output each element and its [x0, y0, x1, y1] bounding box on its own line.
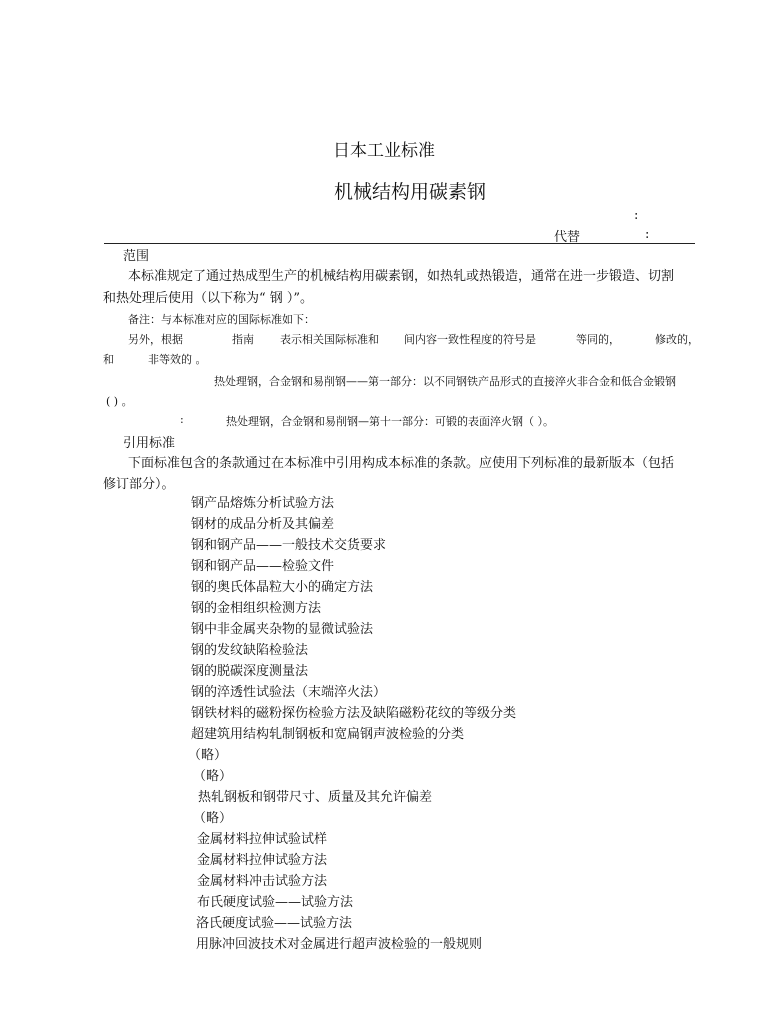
- note-text-g: 和: [103, 353, 114, 366]
- reference-item: 钢中非金属夹杂物的显微试验法: [191, 622, 374, 637]
- reference-item: 金属材料拉伸试验方法: [197, 853, 328, 868]
- references-heading: 引用标准: [123, 436, 176, 451]
- note-heading: 备注：与本标准对应的国际标准如下：: [128, 313, 315, 326]
- reference-item: 钢和钢产品——检验文件: [191, 559, 335, 574]
- reference-item: （略）: [193, 769, 233, 784]
- note-text-d: 间内容一致性程度的符号是: [404, 333, 536, 346]
- note-text-a: 另外，根据: [128, 333, 183, 346]
- replaces-colon: :: [645, 227, 650, 242]
- reference-item: 钢的发纹缺陷检验法: [191, 643, 309, 658]
- scope-heading: 范围: [123, 249, 150, 264]
- reference-item: 超建筑用结构轧制钢板和宽扁钢声波检验的分类: [191, 727, 465, 742]
- reference-item: （略）: [193, 811, 233, 826]
- note-text-c: 表示相关国际标准和: [280, 333, 379, 346]
- standard-number-colon: :: [634, 208, 639, 223]
- note-text-f: 修改的，: [655, 333, 699, 346]
- scope-para-line2: 和热处理后使用（以下称为“ 钢 ）”。: [103, 291, 314, 306]
- document-org-title: 日本工业标准: [333, 141, 435, 161]
- reference-item: 热轧钢板和钢带尺寸、质量及其允许偏差: [198, 790, 433, 805]
- reference-item: 钢的金相组织检测方法: [191, 601, 322, 616]
- intl-standard-1-line1: 热处理钢，合金钢和易削钢——第一部分：以不同钢铁产品形式的直接淬火非合金和低合金锻钢: [214, 375, 676, 388]
- reference-item: 钢的脱碳深度测量法: [191, 664, 309, 679]
- document-title: 机械结构用碳素钢: [333, 181, 486, 203]
- reference-item: 用脉冲回波技术对金属进行超声波检验的一般规则: [196, 937, 483, 952]
- note-text-b: 指南: [232, 333, 254, 346]
- replaces-label: 代替: [554, 230, 581, 245]
- reference-item: 钢和钢产品——一般技术交货要求: [191, 538, 387, 553]
- reference-item: 钢铁材料的磁粉探伤检验方法及缺陷磁粉花纹的等级分类: [191, 706, 517, 721]
- reference-item: 钢材的成品分析及其偏差: [191, 517, 335, 532]
- reference-item: 金属材料冲击试验方法: [197, 874, 328, 889]
- reference-item: 钢的奥氏体晶粒大小的确定方法: [191, 580, 374, 595]
- reference-item: （略）: [188, 748, 228, 763]
- reference-item: 洛氏硬度试验——试验方法: [196, 916, 353, 931]
- reference-item: 钢的淬透性试验法（末端淬火法）: [191, 685, 387, 700]
- intl-standard-2: 热处理钢，合金钢和易削钢—第十一部分：可锻的表面淬火钢（ ）。: [226, 415, 554, 428]
- references-para-line2: 修订部分）。: [103, 477, 175, 492]
- reference-item: 金属材料拉伸试验试样: [197, 832, 328, 847]
- intl-standard-1-line2: ( ) 。: [106, 395, 133, 408]
- scope-para-line1: 本标准规定了通过热成型生产的机械结构用碳素钢，如热轧或热锻造，通常在进一步锻造、切割: [128, 269, 675, 284]
- note-text-e: 等同的，: [576, 333, 620, 346]
- header-rule: [104, 243, 695, 244]
- reference-item: 布氏硬度试验——试验方法: [197, 895, 354, 910]
- references-para-line1: 下面标准包含的条款通过在本标准中引用构成本标准的条款。应使用下列标准的最新版本（包括: [128, 456, 675, 471]
- reference-item: 钢产品熔炼分析试验方法: [191, 496, 335, 511]
- intl-standard-2-colon: :: [180, 413, 184, 426]
- note-text-h: 非等效的 。: [148, 353, 207, 366]
